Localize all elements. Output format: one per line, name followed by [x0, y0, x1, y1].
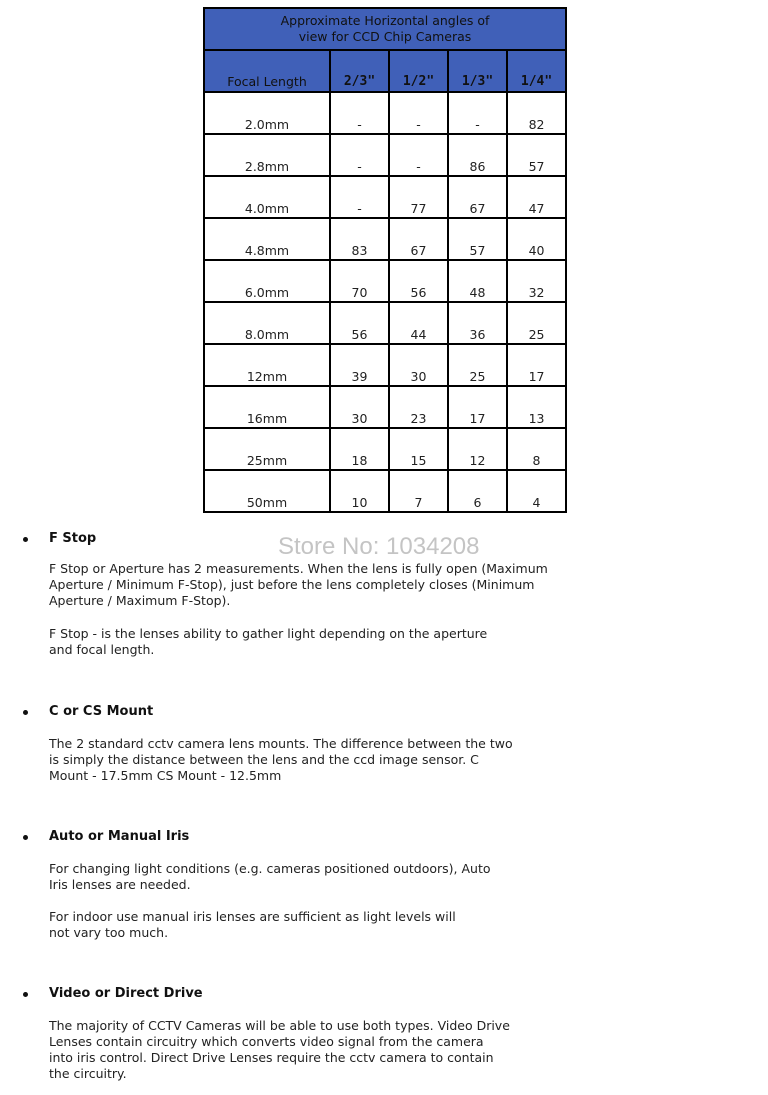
- note-title: Auto or Manual Iris: [49, 829, 190, 844]
- focal-length-cell: 8.0mm: [204, 302, 330, 344]
- cell-1-4-inch: 40: [507, 218, 566, 260]
- paragraph-line: F Stop or Aperture has 2 measurements. When the lens is fully open (Maximum: [49, 561, 548, 576]
- note-paragraph: [49, 1018, 510, 1082]
- cell-1-2-inch: 23: [389, 386, 448, 428]
- table-row: [204, 428, 566, 470]
- note-title: C or CS Mount: [49, 704, 154, 719]
- focal-length-cell: 6.0mm: [204, 260, 330, 302]
- table-body: [204, 92, 566, 512]
- paragraph-line: For changing light conditions (e.g. cameras positioned outdoors), Auto: [49, 861, 491, 876]
- cell-2-3-inch: -: [330, 176, 389, 218]
- cell-1-3-inch: 67: [448, 176, 507, 218]
- paragraph-line: and focal length.: [49, 642, 155, 657]
- cell-2-3-inch: -: [330, 92, 389, 134]
- focal-length-cell: 2.8mm: [204, 134, 330, 176]
- note-title: Video or Direct Drive: [49, 986, 203, 1001]
- note-paragraph: [49, 736, 513, 784]
- focal-length-cell: 25mm: [204, 428, 330, 470]
- table-row: [204, 176, 566, 218]
- cell-1-2-inch: -: [389, 134, 448, 176]
- paragraph-line: Aperture / Minimum F-Stop), just before the lens completely closes (Minimum: [49, 577, 535, 592]
- cell-2-3-inch: 39: [330, 344, 389, 386]
- cell-1-2-inch: 15: [389, 428, 448, 470]
- cell-1-3-inch: 6: [448, 470, 507, 512]
- paragraph-line: is simply the distance between the lens and the ccd image sensor. C: [49, 752, 479, 767]
- paragraph-line: The 2 standard cctv camera lens mounts. The difference between the two: [49, 736, 513, 751]
- cell-1-4-inch: 82: [507, 92, 566, 134]
- table-row: [204, 218, 566, 260]
- cell-1-2-inch: 77: [389, 176, 448, 218]
- focal-length-cell: 4.0mm: [204, 176, 330, 218]
- store-watermark: Store No: 1034208: [278, 533, 480, 560]
- paragraph-line: Lenses contain circuitry which converts video signal from the camera: [49, 1034, 484, 1049]
- table-row: [204, 92, 566, 134]
- paragraph-line: the circuitry.: [49, 1066, 127, 1081]
- cell-1-4-inch: 57: [507, 134, 566, 176]
- cell-2-3-inch: 70: [330, 260, 389, 302]
- focal-length-cell: 4.8mm: [204, 218, 330, 260]
- cell-1-3-inch: 25: [448, 344, 507, 386]
- cell-1-4-inch: 8: [507, 428, 566, 470]
- cell-2-3-inch: 83: [330, 218, 389, 260]
- column-header-1-3-inch: 1/3": [448, 50, 507, 92]
- cell-1-2-inch: 30: [389, 344, 448, 386]
- table-row: [204, 344, 566, 386]
- field-of-view-table: [203, 7, 567, 513]
- paragraph-line: F Stop - is the lenses ability to gather light depending on the aperture: [49, 626, 488, 641]
- table-title-line-1: Approximate Horizontal angles of: [280, 13, 490, 28]
- note-paragraph: [49, 909, 456, 941]
- paragraph-line: Iris lenses are needed.: [49, 877, 191, 892]
- cell-1-2-inch: -: [389, 92, 448, 134]
- cell-1-2-inch: 67: [389, 218, 448, 260]
- cell-2-3-inch: -: [330, 134, 389, 176]
- bullet-icon: [23, 835, 28, 840]
- bullet-icon: [23, 537, 28, 542]
- cell-1-3-inch: 12: [448, 428, 507, 470]
- table-row: [204, 260, 566, 302]
- cell-2-3-inch: 18: [330, 428, 389, 470]
- cell-1-4-inch: 32: [507, 260, 566, 302]
- cell-2-3-inch: 10: [330, 470, 389, 512]
- cell-1-3-inch: -: [448, 92, 507, 134]
- cell-1-3-inch: 17: [448, 386, 507, 428]
- table-row: [204, 302, 566, 344]
- column-header-2-3-inch: 2/3": [330, 50, 389, 92]
- table-title-line-2: view for CCD Chip Cameras: [298, 29, 472, 44]
- column-header-1-4-inch: 1/4": [507, 50, 566, 92]
- paragraph-line: The majority of CCTV Cameras will be able to use both types. Video Drive: [49, 1018, 510, 1033]
- cell-1-3-inch: 57: [448, 218, 507, 260]
- focal-length-cell: 50mm: [204, 470, 330, 512]
- paragraph-line: Mount - 17.5mm CS Mount - 12.5mm: [49, 768, 282, 783]
- column-header-1-2-inch: 1/2": [389, 50, 448, 92]
- bullet-icon: [23, 710, 28, 715]
- cell-1-2-inch: 44: [389, 302, 448, 344]
- table-row: [204, 134, 566, 176]
- paragraph-line: into iris control. Direct Drive Lenses require the cctv camera to contain: [49, 1050, 494, 1065]
- table-title: [204, 8, 566, 50]
- note-paragraph: [49, 626, 487, 658]
- cell-1-4-inch: 13: [507, 386, 566, 428]
- bullet-icon: [23, 992, 28, 997]
- cell-2-3-inch: 56: [330, 302, 389, 344]
- cell-1-4-inch: 4: [507, 470, 566, 512]
- cell-1-3-inch: 86: [448, 134, 507, 176]
- cell-1-3-inch: 48: [448, 260, 507, 302]
- table-row: [204, 470, 566, 512]
- note-paragraph: [49, 561, 548, 609]
- cell-1-4-inch: 25: [507, 302, 566, 344]
- note-paragraph: [49, 861, 491, 893]
- paragraph-line: Aperture / Maximum F-Stop).: [49, 593, 231, 608]
- cell-1-3-inch: 36: [448, 302, 507, 344]
- cell-1-4-inch: 17: [507, 344, 566, 386]
- focal-length-cell: 16mm: [204, 386, 330, 428]
- cell-1-4-inch: 47: [507, 176, 566, 218]
- cell-1-2-inch: 56: [389, 260, 448, 302]
- paragraph-line: For indoor use manual iris lenses are sufficient as light levels will: [49, 909, 456, 924]
- focal-length-cell: 12mm: [204, 344, 330, 386]
- focal-length-cell: 2.0mm: [204, 92, 330, 134]
- cell-1-2-inch: 7: [389, 470, 448, 512]
- note-title: F Stop: [49, 531, 97, 546]
- cell-2-3-inch: 30: [330, 386, 389, 428]
- paragraph-line: not vary too much.: [49, 925, 169, 940]
- table-header-row: [204, 50, 566, 92]
- table-row: [204, 386, 566, 428]
- column-header-focal-length: Focal Length: [204, 50, 330, 92]
